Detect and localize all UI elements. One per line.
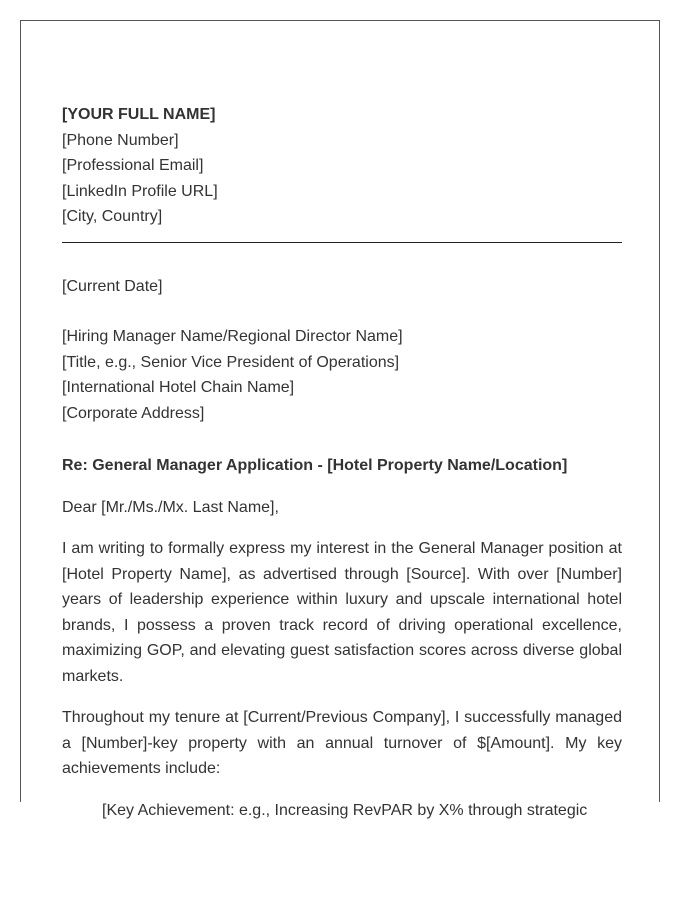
sender-location: [City, Country] — [62, 208, 163, 225]
sender-name: [YOUR FULL NAME] — [62, 106, 216, 123]
letter-content — [62, 102, 622, 823]
letter-subject: Re: General Manager Application - [Hotel Property Name/Location] — [62, 457, 568, 474]
recipient-address: [Corporate Address] — [62, 404, 205, 422]
sender-email: [Professional Email] — [62, 157, 204, 174]
letter-salutation: Dear [Mr./Ms./Mx. Last Name], — [62, 498, 279, 516]
recipient-name: [Hiring Manager Name/Regional Director Name] — [62, 328, 403, 345]
achievement-bullet-1: [Key Achievement: e.g., Increasing RevPAR by X% through strategic — [102, 801, 588, 819]
spacer — [62, 299, 622, 324]
letter-page — [20, 20, 660, 819]
letter-date: [Current Date] — [62, 277, 163, 295]
body-paragraph-1: I am writing to formally express my interest in the General Manager position at [Hotel Property Name], as advertised through [Source]. With over [Number] years of leadership experience within luxury and upscale international hotel brands, I possess a proven track record of driving operational excellence, maximizing GOP, and elevating guest satisfaction scores across diverse global markets. — [62, 540, 622, 685]
recipient-company: [International Hotel Chain Name] — [62, 379, 295, 396]
header-divider — [62, 242, 622, 243]
body-paragraph-2: Throughout my tenure at [Current/Previous Company], I successfully managed a [Number]-key property with an annual turnover of $[Amount]. My key achievements include: — [62, 709, 622, 777]
sender-linkedin: [LinkedIn Profile URL] — [62, 182, 218, 200]
sender-phone: [Phone Number] — [62, 131, 179, 149]
recipient-title: [Title, e.g., Senior Vice President of Operations] — [62, 353, 400, 371]
